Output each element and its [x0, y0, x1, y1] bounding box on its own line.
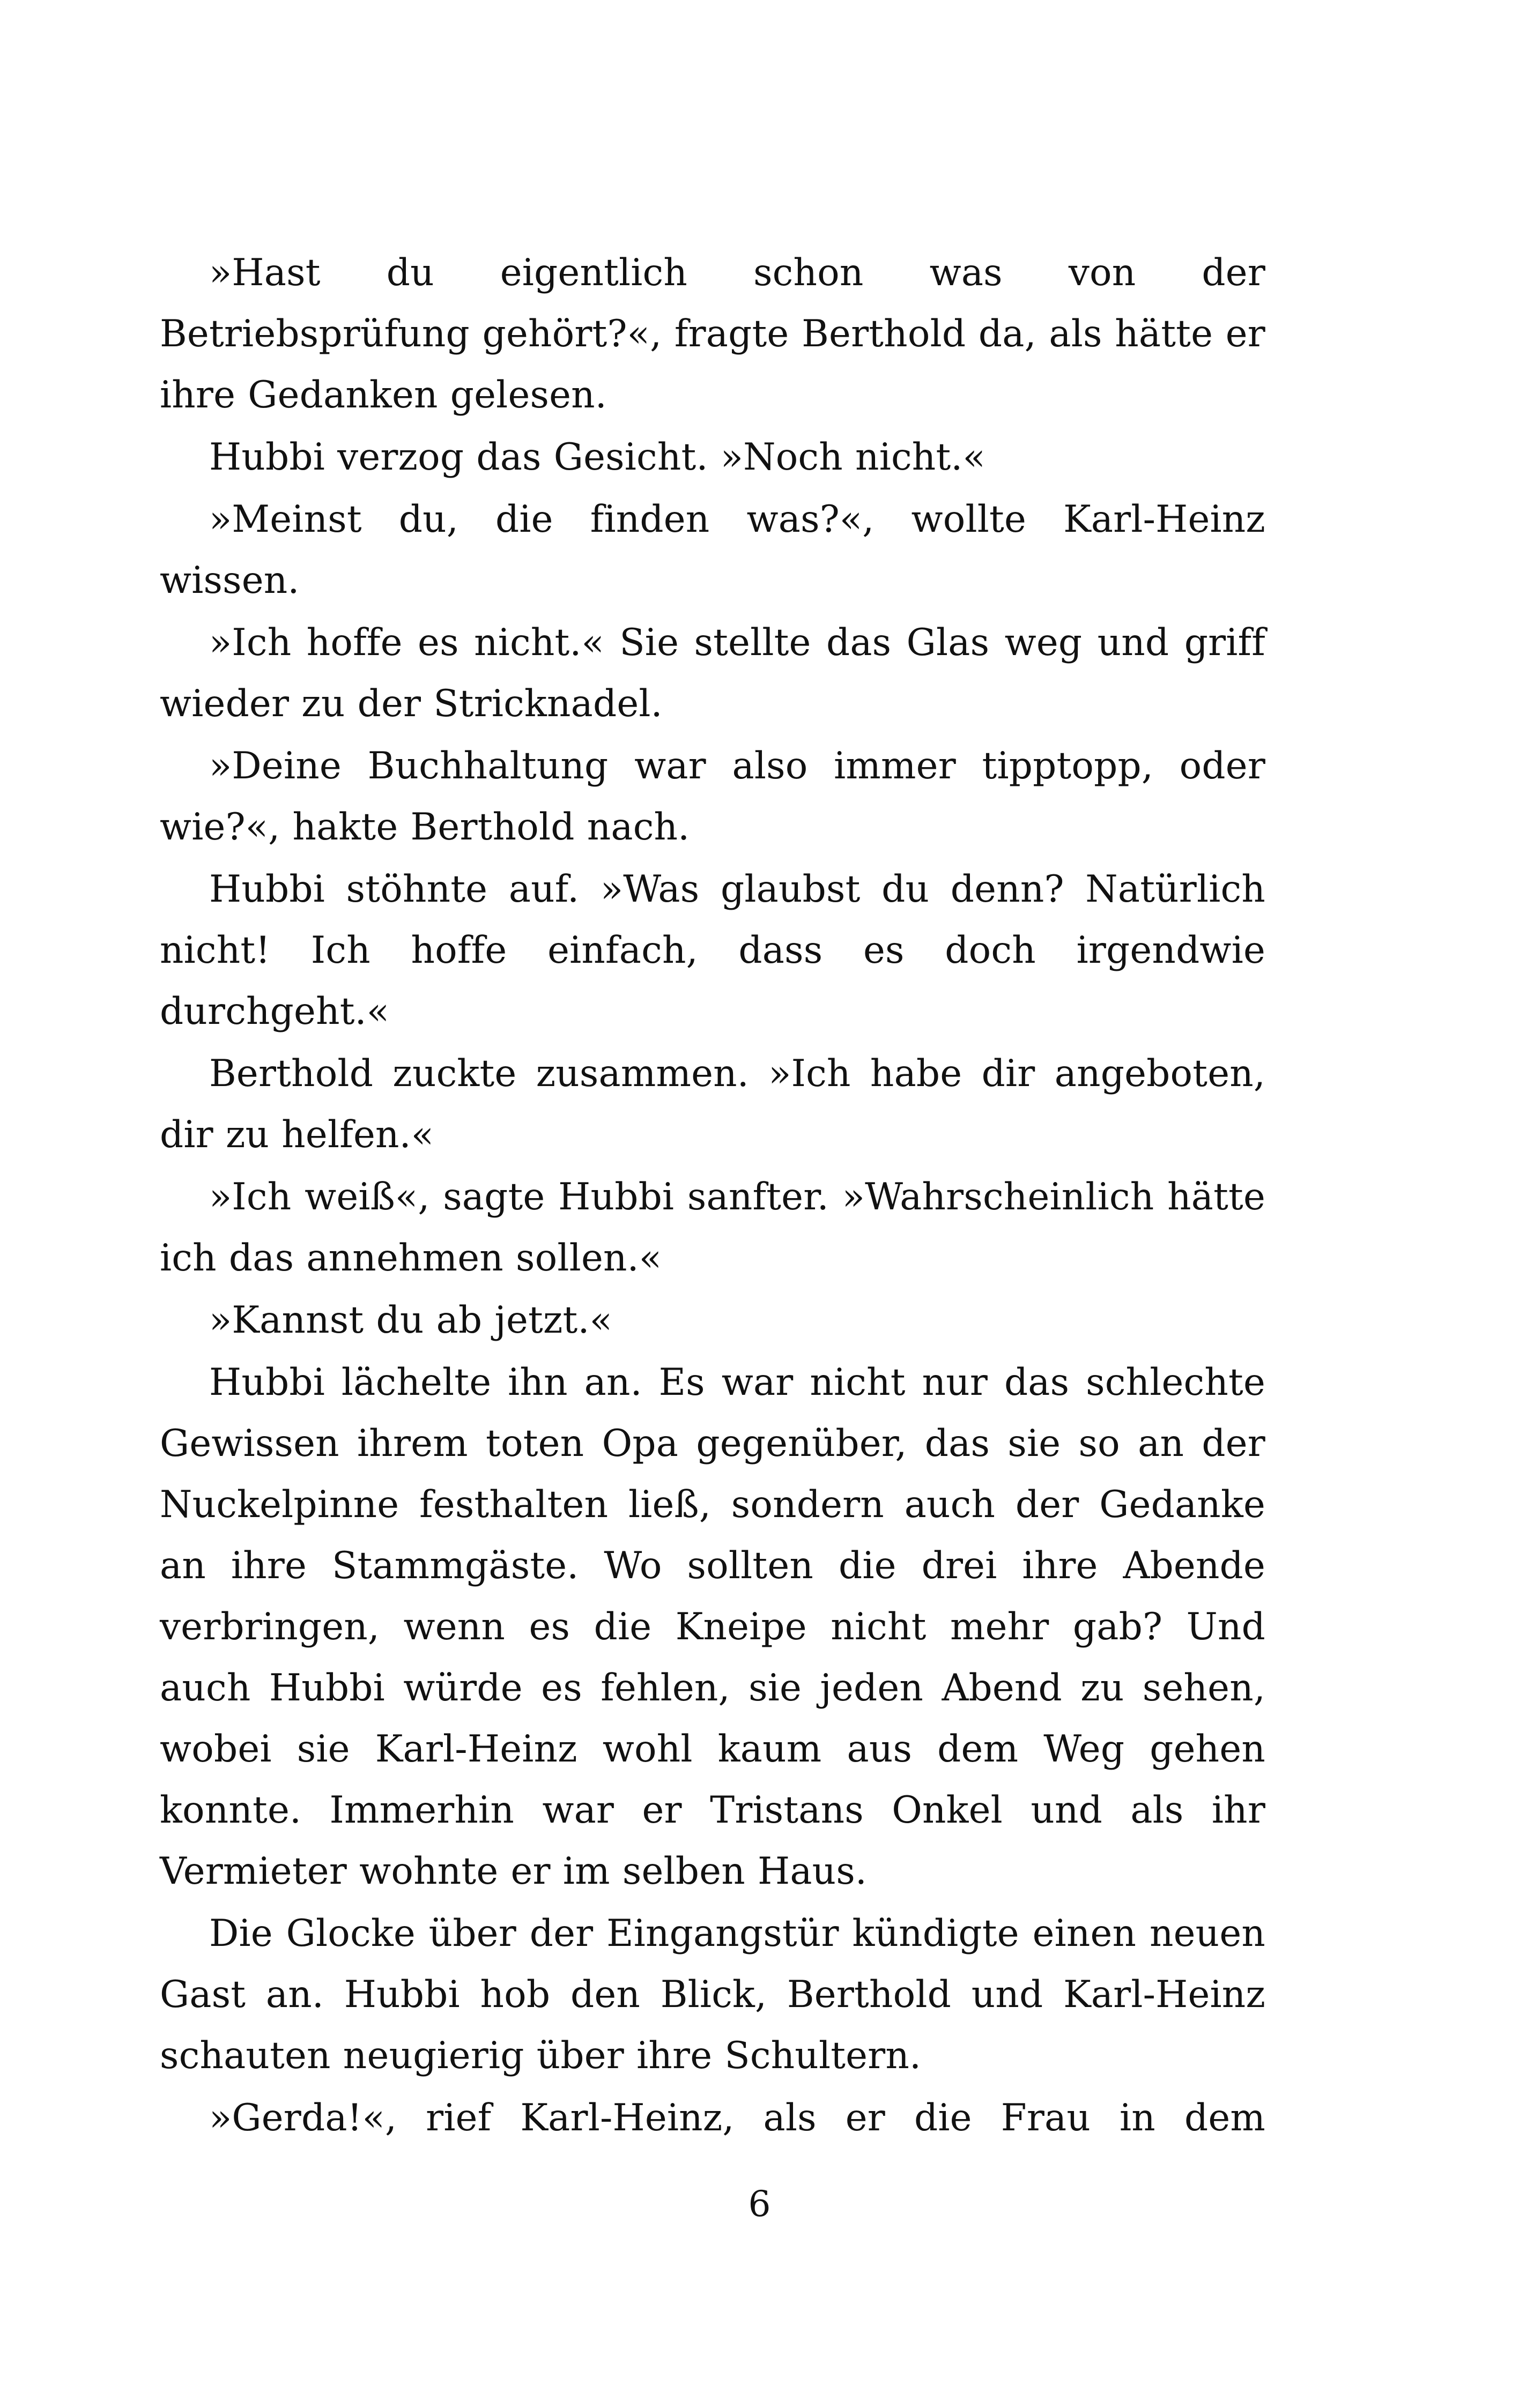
paragraph: Hubbi verzog das Gesicht. »Noch nicht.«: [209, 436, 986, 479]
paragraph: Hubbi lächelte ihn an. Es war nicht nur das schlechte Gewissen ihrem toten Opa gegenüber, das sie so an der Nuckelpinne festhalten ließ, sondern auch der Gedanke an ihre Stammgäste. Wo sollten die drei ihre Abende verbringen, wenn es die Kneipe nicht mehr gab? Und auch Hubbi würde es fehlen, sie jeden Abend zu sehen, wobei sie Karl-Heinz wohl kaum aus dem Weg gehen konnte. Immerhin war er Tristans Onkel und als ihr Vermieter wohnte er im selben Haus.: [160, 1361, 1265, 1893]
paragraph: »Meinst du, die finden was?«, wollte Karl-Heinz wissen.: [160, 498, 1265, 602]
paragraph: Hubbi stöhnte auf. »Was glaubst du denn? Natürlich nicht! Ich hoffe einfach, dass es doch irgendwie durchgeht.«: [160, 868, 1265, 1033]
body-text: [160, 242, 1265, 2149]
paragraph: Berthold zuckte zusammen. »Ich habe dir angeboten, dir zu helfen.«: [160, 1052, 1265, 1156]
paragraph: »Deine Buchhaltung war also immer tipptopp, oder wie?«, hakte Berthold nach.: [160, 745, 1265, 849]
paragraph: »Hast du eigentlich schon was von der Betriebsprüfung gehört?«, fragte Berthold da, als hätte er ihre Gedanken gelesen.: [160, 251, 1265, 417]
paragraph-last: »Gerda!«, rief Karl-Heinz, als er die Frau in dem: [209, 2097, 1265, 2139]
paragraph: Die Glocke über der Eingangstür kündigte einen neuen Gast an. Hubbi hob den Blick, Berthold und Karl-Heinz schauten neugierig über ihre Schultern.: [160, 1912, 1265, 2077]
paragraph: »Kannst du ab jetzt.«: [209, 1299, 613, 1342]
paragraph: »Ich hoffe es nicht.« Sie stellte das Glas weg und griff wieder zu der Stricknadel.: [160, 621, 1265, 725]
paragraph: »Ich weiß«, sagte Hubbi sanfter. »Wahrscheinlich hätte ich das annehmen sollen.«: [160, 1176, 1265, 1280]
page-number: 6: [748, 2183, 771, 2225]
